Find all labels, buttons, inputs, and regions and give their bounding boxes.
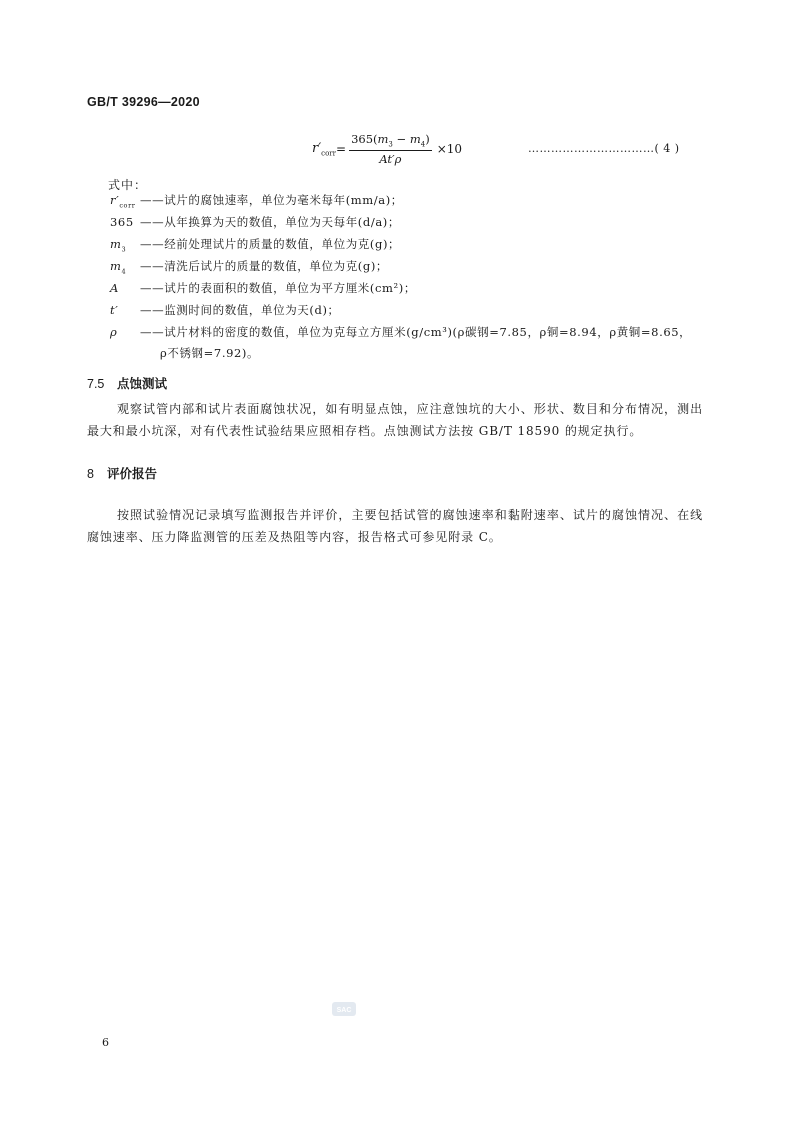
formula-lhs: $r'_{corr}$	[312, 140, 336, 158]
definition-item: $m_4$ ——清洗后试片的质量的数值，单位为克(g)；	[110, 259, 389, 276]
definition-item: 365 ——从年换算为天的数值，单位为天每年(d/a)；	[110, 215, 400, 229]
section-7-5-heading: 7.5 点蚀测试	[87, 377, 168, 391]
sac-watermark-logo	[332, 1002, 356, 1016]
definition-item: $m_3$ ——经前处理试片的质量的数值，单位为克(g)；	[110, 237, 401, 254]
formula-denominator: At′ρ	[379, 151, 402, 166]
definition-item: A ——试片的表面积的数值，单位为平方厘米(cm²)；	[110, 281, 416, 295]
section-7-5-body: 观察试管内部和试片表面腐蚀状况，如有明显点蚀，应注意蚀坑的大小、形状、数目和分布情况，测出最大和最小坑深，对有代表性试验结果应照相存档。点蚀测试方法按 GB/T 18590 的规定执行。	[87, 402, 703, 438]
definition-item: ρ ——试片材料的密度的数值，单位为克每立方厘米(g/cm³)(ρ碳钢=7.85，ρ铜=8.94，ρ黄铜=8.65，	[110, 325, 692, 339]
definition-item: $r'_{corr}$ ——试片的腐蚀速率，单位为毫米每年(mm/a)；	[110, 193, 403, 210]
formula-numerator: $365(m_3 - m_4)$	[351, 132, 430, 149]
standard-code-header: GB/T 39296—2020	[87, 95, 200, 109]
where-label: 式中：	[108, 178, 148, 192]
svg-text:SAC: SAC	[336, 1007, 352, 1014]
formula-multiplier: ×10	[436, 142, 463, 156]
section-8-heading: 8 评价报告	[87, 467, 158, 481]
formula-equals: =	[336, 142, 347, 156]
definition-continuation: ρ不锈钢=7.92)。	[160, 346, 260, 360]
equation-number: ……………………………( 4 )	[528, 142, 680, 155]
formula-4	[312, 132, 462, 166]
page-number: 6	[102, 1036, 109, 1049]
section-8-body: 按照试验情况记录填写监测报告并评价，主要包括试管的腐蚀速率和黏附速率、试片的腐蚀情况、在线腐蚀速率、压力降监测管的压差及热阻等内容，报告格式可参见附录 C。	[87, 508, 703, 544]
definition-item: t′ ——监测时间的数值，单位为天(d)；	[110, 303, 340, 317]
formula-fraction	[349, 132, 432, 165]
